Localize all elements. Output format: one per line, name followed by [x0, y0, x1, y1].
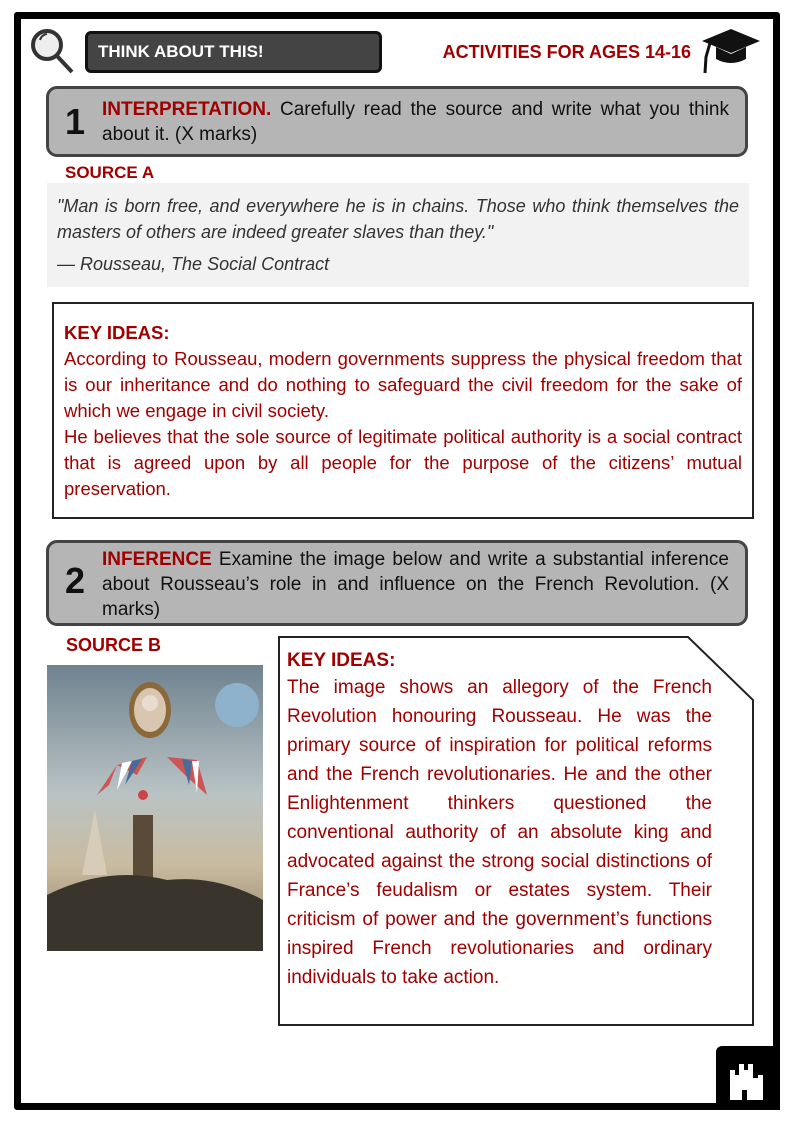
key-ideas-paragraph: According to Rousseau, modern governments suppress the physical freedom that is our inheritance and do nothing to safeguard the civil freedom for the sake of which we engage in civil society.: [64, 348, 742, 421]
key-ideas-box-1: [52, 302, 754, 519]
key-ideas-paragraph: The image shows an allegory of the French Revolution honouring Rousseau. He was the primary source of inspiration for political reforms and the French revolutionaries. He and the other Enlightenment thinkers questioned the conventional authority of an absolute king and advocated against the strong social distinctions of France’s feudalism or estates system. Their criticism of power and the government’s functions inspired French revolutionaries and ordinary individuals to take action.: [287, 677, 712, 988]
castle-icon: [716, 1046, 780, 1110]
question-2-text: [102, 547, 729, 622]
question-1-box: [46, 86, 748, 157]
key-ideas-box-2: [278, 636, 754, 1026]
quote-attribution: — Rousseau, The Social Contract: [57, 254, 330, 274]
graduation-cap-icon: [700, 27, 762, 75]
question-1-text: [102, 97, 729, 147]
key-ideas-title: KEY IDEAS:: [287, 650, 396, 671]
question-number: 2: [65, 560, 86, 601]
source-a-label: SOURCE A: [65, 163, 155, 182]
rousseau-allegory-painting: [47, 665, 263, 951]
source-b-label: SOURCE B: [66, 635, 162, 655]
question-keyword: INFERENCE: [102, 549, 212, 570]
quote-text: "Man is born free, and everywhere he is in chains. Those who think themselves the masters of others are indeed greater slaves than they.": [57, 196, 739, 242]
source-a-quote-box: [47, 183, 749, 287]
question-2-box: [46, 540, 748, 626]
question-instruction: Carefully read the source and write what you think about it. (X marks): [102, 99, 729, 145]
key-ideas-title: KEY IDEAS:: [64, 322, 170, 343]
question-instruction: Examine the image below and write a substantial inference about Rousseau’s role in and influence on the French Revolution. (X marks): [102, 549, 729, 620]
question-keyword: INTERPRETATION.: [102, 99, 272, 120]
ages-label: ACTIVITIES FOR AGES 14-16: [442, 42, 691, 62]
key-ideas-content: [287, 649, 712, 992]
magnifier-icon: [28, 27, 76, 75]
castle-logo: [716, 1046, 780, 1110]
key-ideas-paragraph: He believes that the sole source of legitimate political authority is a social contract that is agreed upon by all people for the purpose of the citizens’ mutual preservation.: [64, 426, 742, 499]
think-about-this-banner: THINK ABOUT THIS!: [85, 31, 382, 73]
question-number: 1: [65, 101, 86, 142]
